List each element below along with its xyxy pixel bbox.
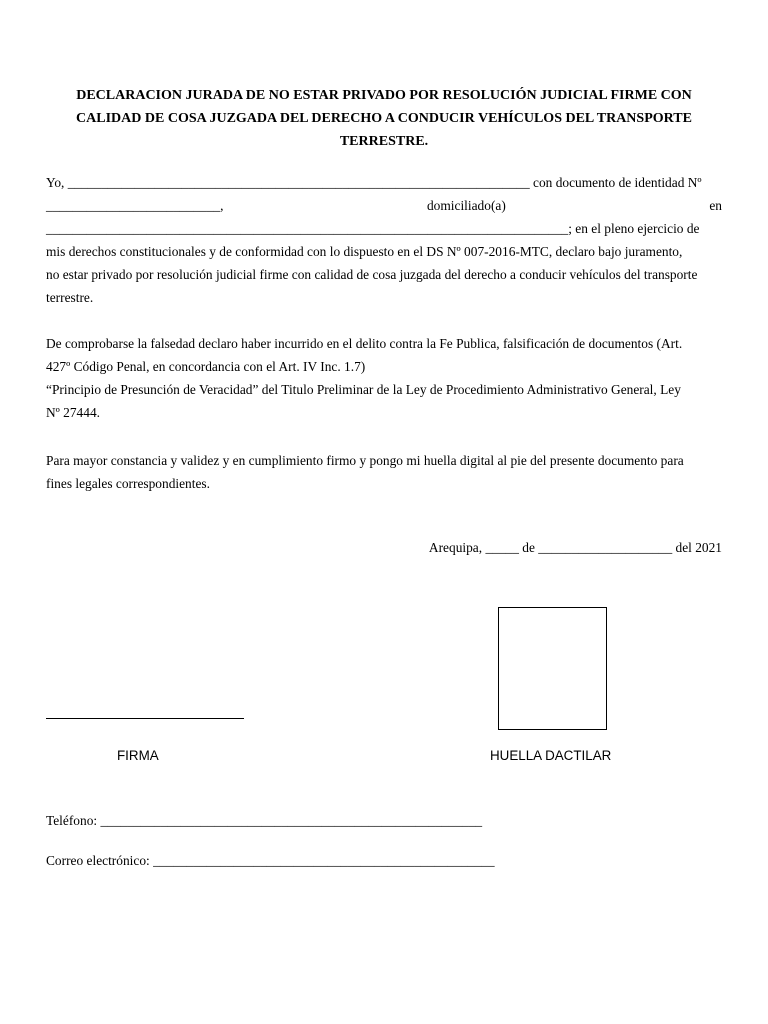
paragraph1-line6: terrestre. [46, 290, 94, 305]
paragraph2-line4: Nº 27444. [46, 405, 100, 420]
fingerprint-label: HUELLA DACTILAR [490, 748, 612, 763]
date-line: Arequipa, _____ de ____________________ del 2021 [428, 540, 722, 555]
document-title: DECLARACION JURADA DE NO ESTAR PRIVADO POR RESOLUCIÓN JUDICIAL FIRME CON CALIDAD DE COSA JUZGADA DEL DERECHO A CONDUCIR VEHÍCULOS DEL TRANSPORTE TERRESTRE. [76, 88, 692, 149]
paragraph2-line3: “Principio de Presunción de Veracidad” del Titulo Preliminar de la Ley de Procedimiento Administrativo General, Ley [46, 382, 681, 397]
domicile-label: domiciliado(a) [426, 198, 506, 213]
fingerprint-box [498, 607, 607, 730]
paragraph1-line4: mis derechos constitucionales y de conformidad con lo dispuesto en el DS Nº 007-2016-MTC, declaro bajo juramento, [46, 244, 683, 259]
paragraph3-line2: fines legales correspondientes. [46, 476, 210, 491]
signature-label: FIRMA [117, 748, 159, 763]
paragraph1-line5: no estar privado por resolución judicial firme con calidad de cosa juzgada del derecho a conducir vehículos del transporte [46, 267, 698, 282]
paragraph1-line1: Yo, _____________________________________________________________________ con documento de identidad Nº [46, 175, 702, 190]
paragraph1-line3: ______________________________________________________________________________; en el pleno ejercicio de [46, 221, 700, 236]
email-line: Correo electrónico: ___________________________________________________ [46, 853, 495, 868]
paragraph2-line1: De comprobarse la falsedad declaro haber incurrido en el delito contra la Fe Publica, falsificación de documentos (Art. [46, 336, 683, 351]
paragraph1-line2 [46, 197, 722, 215]
en-label: en [709, 198, 722, 213]
signature-line [46, 718, 244, 719]
paragraph2-line2: 427º Código Penal, en concordancia con el Art. IV Inc. 1.7) [46, 359, 366, 374]
phone-line: Teléfono: _________________________________________________________ [46, 813, 483, 828]
paragraph3-line1: Para mayor constancia y validez y en cumplimiento firmo y pongo mi huella digital al pie del presente documento para [46, 453, 684, 468]
id-number-blank: __________________________, [46, 198, 224, 213]
